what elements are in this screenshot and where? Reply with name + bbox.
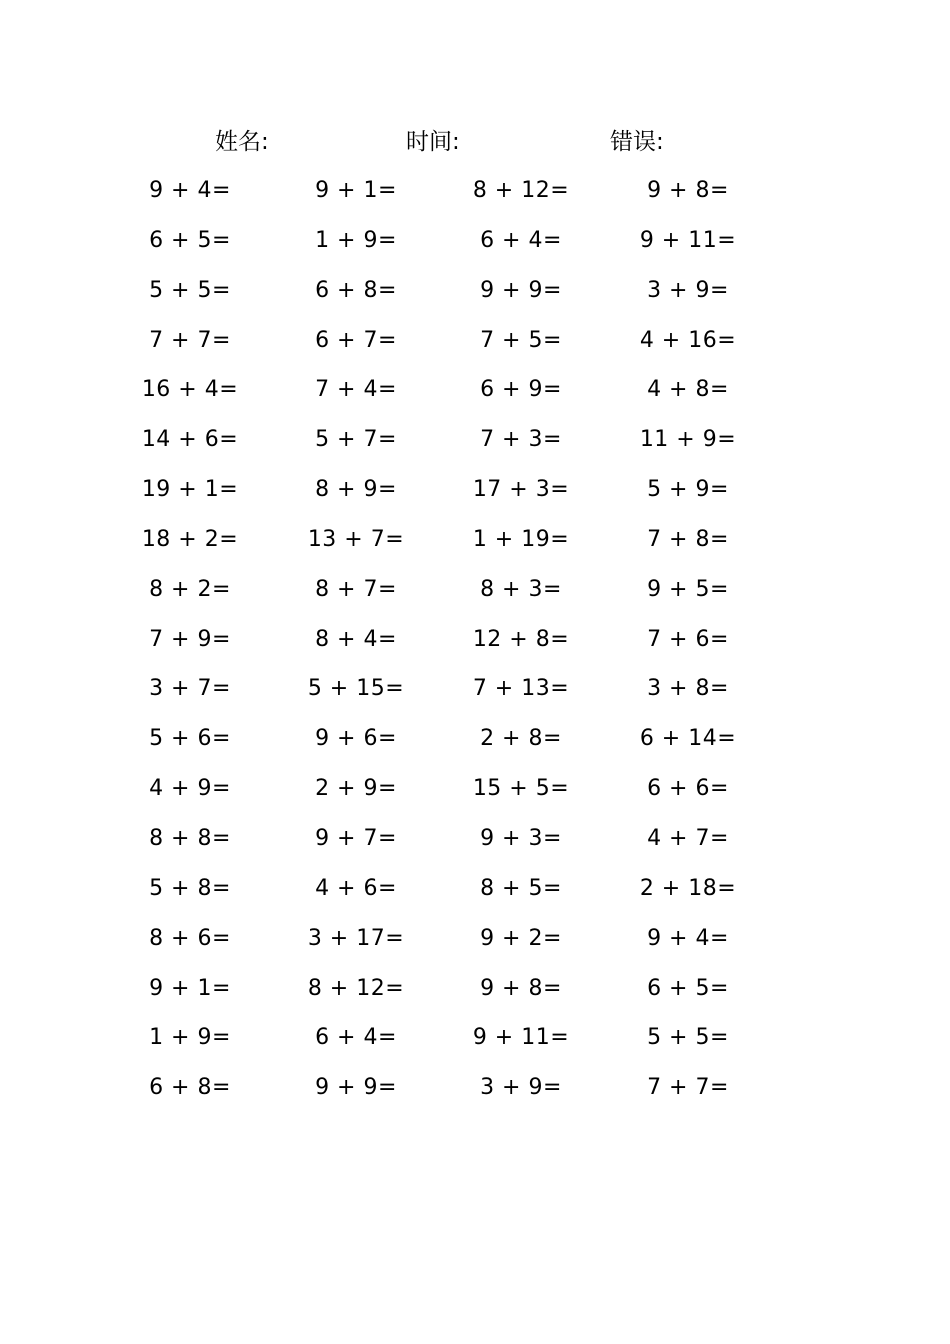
- addition-problem: 8 + 2=: [149, 576, 231, 602]
- addition-problem: 9 + 4=: [149, 178, 231, 203]
- addition-problem: 8 + 8=: [149, 825, 231, 851]
- addition-problem: 8 + 9=: [315, 477, 397, 503]
- problem-row: [0, 266, 950, 316]
- addition-problem: 9 + 6=: [315, 726, 397, 752]
- addition-problem: 9 + 3=: [480, 825, 562, 851]
- addition-problem: 3 + 9=: [480, 1075, 562, 1101]
- addition-problem: 12 + 8=: [472, 626, 570, 652]
- problem-row: [0, 316, 950, 366]
- addition-problem: 7 + 6=: [647, 626, 729, 652]
- addition-problem: 1 + 19=: [472, 526, 570, 552]
- addition-problem: 6 + 5=: [149, 227, 231, 253]
- problem-row: [0, 764, 950, 814]
- addition-problem: 5 + 15=: [307, 676, 405, 702]
- addition-problem: 9 + 5=: [647, 576, 729, 602]
- addition-problem: 9 + 8=: [480, 975, 562, 1001]
- problem-row: [0, 615, 950, 665]
- problem-row: [0, 1013, 950, 1063]
- addition-problem: 6 + 5=: [647, 975, 729, 1001]
- problem-row: [0, 864, 950, 914]
- problem-row: [0, 415, 950, 465]
- addition-problem: 16 + 4=: [141, 377, 239, 403]
- addition-problem: 8 + 7=: [315, 576, 397, 602]
- problem-row: [0, 515, 950, 565]
- addition-problem: 5 + 6=: [149, 726, 231, 752]
- worksheet-header: [0, 124, 950, 160]
- addition-problem: 9 + 9=: [315, 1075, 397, 1101]
- addition-problem: 8 + 12=: [307, 975, 405, 1001]
- addition-problem: 9 + 1=: [149, 975, 231, 1001]
- addition-problem: 5 + 8=: [149, 875, 231, 901]
- time-label: 时间:: [406, 129, 460, 155]
- addition-problem: 15 + 5=: [472, 776, 570, 802]
- addition-problem: 4 + 7=: [647, 825, 729, 851]
- addition-problem: 4 + 16=: [639, 327, 737, 353]
- addition-problem: 9 + 11=: [639, 227, 737, 253]
- addition-problem: 7 + 7=: [647, 1075, 729, 1101]
- addition-problem: 8 + 5=: [480, 875, 562, 901]
- addition-problem: 7 + 9=: [149, 626, 231, 652]
- addition-problem: 1 + 9=: [149, 1025, 231, 1051]
- addition-problem: 17 + 3=: [472, 477, 570, 503]
- addition-problem: 8 + 12=: [472, 178, 570, 203]
- addition-problem: 9 + 2=: [480, 925, 562, 951]
- addition-problem: 6 + 4=: [480, 227, 562, 253]
- addition-problem: 3 + 17=: [307, 925, 405, 951]
- addition-problem: 5 + 5=: [149, 277, 231, 303]
- addition-problem: 9 + 8=: [647, 178, 729, 203]
- addition-problem: 6 + 14=: [639, 726, 737, 752]
- addition-problem: 3 + 8=: [647, 676, 729, 702]
- addition-problem: 14 + 6=: [141, 427, 239, 453]
- addition-problem: 7 + 8=: [647, 526, 729, 552]
- addition-problem: 6 + 8=: [315, 277, 397, 303]
- addition-problem: 4 + 8=: [647, 377, 729, 403]
- addition-problem: 7 + 13=: [472, 676, 570, 702]
- problem-row: [0, 714, 950, 764]
- addition-problem: 9 + 4=: [647, 925, 729, 951]
- problem-row: [0, 166, 950, 216]
- problem-row: [0, 814, 950, 864]
- addition-problem: 2 + 9=: [315, 776, 397, 802]
- addition-problem: 19 + 1=: [141, 477, 239, 503]
- addition-problem: 9 + 11=: [472, 1025, 570, 1051]
- addition-problem: 6 + 9=: [480, 377, 562, 403]
- addition-problem: 9 + 9=: [480, 277, 562, 303]
- error-label: 错误:: [610, 129, 664, 155]
- problem-row: [0, 565, 950, 615]
- addition-problem: 5 + 5=: [647, 1025, 729, 1051]
- addition-problem: 8 + 3=: [480, 576, 562, 602]
- problem-row: [0, 465, 950, 515]
- addition-problem: 3 + 7=: [149, 676, 231, 702]
- problem-row: [0, 365, 950, 415]
- addition-problem: 5 + 9=: [647, 477, 729, 503]
- problem-row: [0, 216, 950, 266]
- addition-problem: 7 + 7=: [149, 327, 231, 353]
- addition-problem: 7 + 5=: [480, 327, 562, 353]
- addition-problem: 2 + 18=: [639, 875, 737, 901]
- problem-row: [0, 1063, 950, 1113]
- addition-problem: 6 + 4=: [315, 1025, 397, 1051]
- addition-problem: 13 + 7=: [307, 526, 405, 552]
- name-label: 姓名:: [215, 129, 269, 155]
- problem-row: [0, 664, 950, 714]
- addition-problem: 1 + 9=: [315, 227, 397, 253]
- problem-row: [0, 914, 950, 964]
- addition-problem: 4 + 9=: [149, 776, 231, 802]
- addition-problem: 8 + 6=: [149, 925, 231, 951]
- addition-problem: 6 + 7=: [315, 327, 397, 353]
- problem-grid: [0, 166, 950, 1113]
- addition-problem: 4 + 6=: [315, 875, 397, 901]
- addition-problem: 6 + 8=: [149, 1075, 231, 1101]
- addition-problem: 7 + 3=: [480, 427, 562, 453]
- addition-problem: 18 + 2=: [141, 526, 239, 552]
- addition-problem: 5 + 7=: [315, 427, 397, 453]
- addition-problem: 8 + 4=: [315, 626, 397, 652]
- addition-problem: 9 + 1=: [315, 178, 397, 203]
- addition-problem: 2 + 8=: [480, 726, 562, 752]
- addition-problem: 7 + 4=: [315, 377, 397, 403]
- addition-problem: 6 + 6=: [647, 776, 729, 802]
- addition-problem: 3 + 9=: [647, 277, 729, 303]
- addition-problem: 9 + 7=: [315, 825, 397, 851]
- addition-problem: 11 + 9=: [639, 427, 737, 453]
- problem-row: [0, 964, 950, 1014]
